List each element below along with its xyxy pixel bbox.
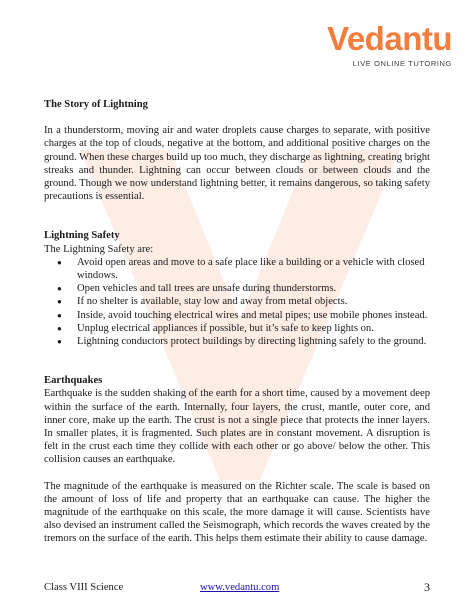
logo-wordmark: Vedantu (327, 20, 452, 57)
safety-list (44, 256, 430, 348)
list-item: ● Open vehicles and tall trees are unsafe during thunderstorms. (77, 282, 430, 295)
section-title-earthquakes: Earthquakes (44, 375, 103, 387)
earthquake-paragraph-1: Earthquake is the sudden shaking of the earth for a short time, caused by a movement deep within the surface of the earth. Internally, four layers, the crust, mantle, outer core, and inner core, make up the earth. The crust is not a single piece that protects the inner layers. In smaller plates, it is fragmented. Such plates are in constant movement. A disruption is felt in the crust each time they collide with each other or go above/ below the other. This collision causes an earthquake. (44, 388, 430, 466)
footer-class-label: Class VIII Science (44, 582, 124, 593)
list-item: ● If no shelter is available, stay low and away from metal objects. (77, 295, 430, 308)
page-content (44, 98, 430, 546)
list-item: ● Inside, avoid touching electrical wires and metal pipes; use mobile phones instead. (77, 309, 430, 322)
earthquake-paragraph-2: The magnitude of the earthquake is measured on the Richter scale. The scale is based on the amount of loss of life and property that an earthquake can cause. The higher the magnitude of the earthquake on this scale, the more damage it will cause. Scientists have also devised an instrument called the Seismograph, which records the waves created by the tremors on the surface of the earth. This helps them estimate their ability to cause damage. (44, 480, 430, 545)
section-title-safety: Lightning Safety (44, 230, 120, 242)
vedantu-logo (327, 22, 452, 68)
section-title-lightning: The Story of Lightning (44, 99, 148, 110)
lightning-paragraph: In a thunderstorm, moving air and water droplets cause charges to separate, with positive charges at the top of clouds, negative at the bottom, and additional positive charges on the ground. When these charges build up too much, they discharge as lightning, creating bright streaks and thunder. Lightning can occur between clouds or between clouds and the ground. Though we now understand lightning better, it remains dangerous, so taking safety precautions is essential. (44, 125, 430, 203)
list-item: ● Unplug electrical appliances if possible, but it’s safe to keep lights on. (77, 322, 430, 335)
logo-tagline: LIVE ONLINE TUTORING (352, 59, 452, 68)
list-item: ● Avoid open areas and move to a safe place like a building or a vehicle with closed windows. (77, 256, 430, 282)
safety-intro: The Lightning Safety are: (44, 243, 154, 255)
page-number: 3 (424, 580, 430, 594)
footer-website-link[interactable]: www.vedantu.com (200, 582, 280, 593)
list-item: ● Lightning conductors protect buildings by directing lightning safely to the ground. (77, 335, 430, 348)
